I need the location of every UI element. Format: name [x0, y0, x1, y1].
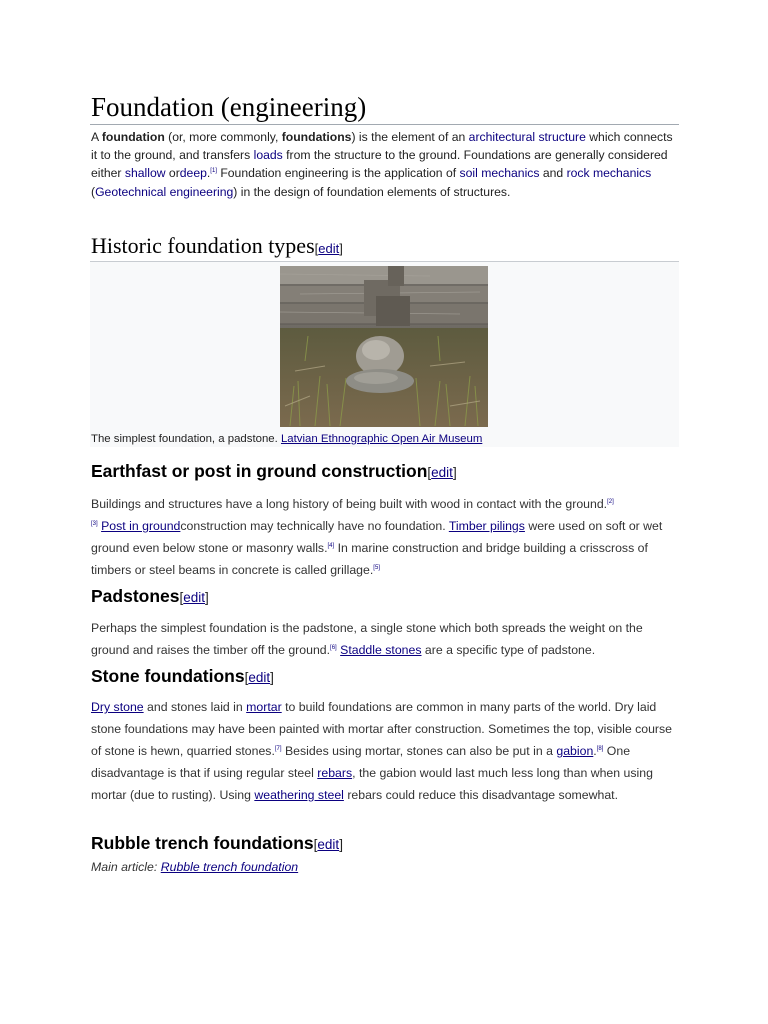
- para-text: and stones laid in: [143, 700, 247, 714]
- heading-text: Padstones: [91, 586, 180, 606]
- intro-bold-foundation: foundation: [101, 130, 165, 144]
- edit-bracket: [: [314, 241, 319, 256]
- intro-bold-foundations: foundations: [281, 130, 352, 144]
- padstone-photo: [280, 266, 488, 427]
- para-text: construction may technically have no foundation.: [180, 519, 449, 533]
- para-text: are a specific type of padstone.: [421, 643, 596, 657]
- edit-link[interactable]: edit: [183, 590, 206, 605]
- edit-link[interactable]: edit: [318, 241, 340, 256]
- section-heading-historic: [91, 233, 343, 259]
- intro-text: from the structure to the ground. Foundations are generally considered either: [91, 148, 668, 181]
- intro-text: A: [91, 130, 102, 144]
- page-title: Foundation (engineering): [91, 92, 367, 122]
- heading-text: Rubble trench foundations: [91, 833, 314, 853]
- link-weathering-steel[interactable]: weathering steel: [254, 788, 344, 802]
- heading-text: Stone foundations: [91, 666, 245, 686]
- para-text: Buildings and structures have a long history of being built with wood in contact with the ground.: [91, 497, 608, 511]
- link-rubble-trench-foundation[interactable]: Rubble trench foundation: [160, 860, 299, 874]
- section-heading-rubble: [91, 833, 343, 854]
- heading-text: Historic foundation types: [91, 233, 315, 258]
- edit-section-earthfast: [edit]: [427, 465, 457, 480]
- intro-text: ) in the design of foundation elements of structures.: [233, 184, 511, 199]
- para-text: One disadvantage is that if using regular steel: [91, 744, 631, 780]
- reference-4[interactable]: [4]: [327, 543, 335, 549]
- link-rock-mechanics[interactable]: rock mechanics: [566, 166, 652, 181]
- title-divider: [90, 124, 679, 125]
- edit-section-stone: [edit]: [244, 670, 274, 685]
- para-text: .: [593, 744, 597, 758]
- section-heading-stone: [91, 666, 274, 687]
- edit-section-historic: [315, 241, 343, 256]
- para-text: Perhaps the simplest foundation is the padstone, a single stone which both spreads the weight on the ground and raises the timber off the ground.: [91, 621, 643, 657]
- heading-text: Earthfast or post in ground construction: [91, 461, 428, 481]
- para-text: , the gabion would last much less long than when using mortar (due to rusting). Using: [91, 766, 653, 802]
- link-rebars[interactable]: rebars: [317, 766, 353, 780]
- reference-6[interactable]: [6]: [330, 645, 337, 651]
- edit-section-rubble: [edit]: [313, 837, 343, 852]
- intro-text: and: [539, 166, 567, 181]
- earthfast-paragraph: [91, 493, 681, 581]
- intro-paragraph: [91, 128, 679, 201]
- link-mortar[interactable]: mortar: [246, 700, 282, 714]
- link-geotechnical-engineering[interactable]: Geotechnical engineering: [95, 184, 234, 199]
- intro-text: or: [165, 166, 180, 181]
- reference-2[interactable]: [2]: [607, 499, 614, 505]
- para-text: to build foundations are common in many parts of the world. Dry laid stone foundations may have been painted with mortar after construction. Sometimes the top, visible course of stone is hewn, quarried stones.: [91, 700, 672, 758]
- link-deep[interactable]: deep: [179, 166, 207, 181]
- caption-text: The simplest foundation, a padstone.: [91, 433, 281, 445]
- reference-5[interactable]: [5]: [373, 565, 380, 571]
- intro-text: which connects it to the ground, and transfers: [91, 130, 673, 163]
- reference-7[interactable]: [7]: [274, 746, 282, 752]
- edit-section-padstones: [edit]: [179, 590, 209, 605]
- link-dry-stone[interactable]: Dry stone: [91, 700, 144, 714]
- reference-3[interactable]: [3]: [91, 521, 98, 527]
- section-heading-earthfast: [91, 461, 457, 482]
- edit-bracket: ]: [339, 241, 343, 256]
- para-text: Besides using mortar, stones can also be put in a: [281, 744, 557, 758]
- edit-link[interactable]: edit: [248, 670, 271, 685]
- intro-text: (or, more commonly,: [164, 130, 282, 144]
- link-loads[interactable]: loads: [253, 148, 283, 163]
- link-post-in-ground[interactable]: Post in ground: [101, 519, 181, 533]
- link-staddle-stones[interactable]: Staddle stones: [340, 643, 422, 657]
- link-timber-pilings[interactable]: Timber pilings: [448, 519, 525, 533]
- section-heading-padstones: [91, 586, 209, 607]
- edit-link[interactable]: edit: [317, 837, 340, 852]
- link-soil-mechanics[interactable]: soil mechanics: [459, 166, 540, 181]
- padstones-paragraph: [91, 617, 681, 661]
- para-text: were used on soft or wet ground even below stone or masonry walls.: [91, 519, 663, 555]
- figure-caption: [91, 433, 482, 445]
- intro-text: Foundation engineering is the application of: [216, 166, 460, 181]
- intro-text: ) is the element of an: [351, 130, 469, 144]
- main-article-hatnote: [91, 860, 298, 874]
- link-gabion[interactable]: gabion: [556, 744, 594, 758]
- reference-1[interactable]: [1]: [210, 168, 217, 175]
- para-text: In marine construction and bridge building a crisscross of timbers or steel beams in concrete is called grillage.: [91, 541, 648, 577]
- intro-text: (: [91, 184, 96, 199]
- stone-paragraph: [91, 696, 681, 806]
- link-latvian-museum[interactable]: Latvian Ethnographic Open Air Museum: [280, 433, 483, 445]
- hatnote-label: Main article:: [91, 860, 161, 874]
- intro-text: .: [206, 166, 211, 181]
- edit-link[interactable]: edit: [431, 465, 453, 480]
- para-text: rebars could reduce this disadvantage somewhat.: [343, 788, 619, 802]
- link-architectural-structure[interactable]: architectural structure: [468, 130, 586, 144]
- reference-8[interactable]: [8]: [596, 746, 604, 752]
- link-shallow[interactable]: shallow: [124, 166, 166, 181]
